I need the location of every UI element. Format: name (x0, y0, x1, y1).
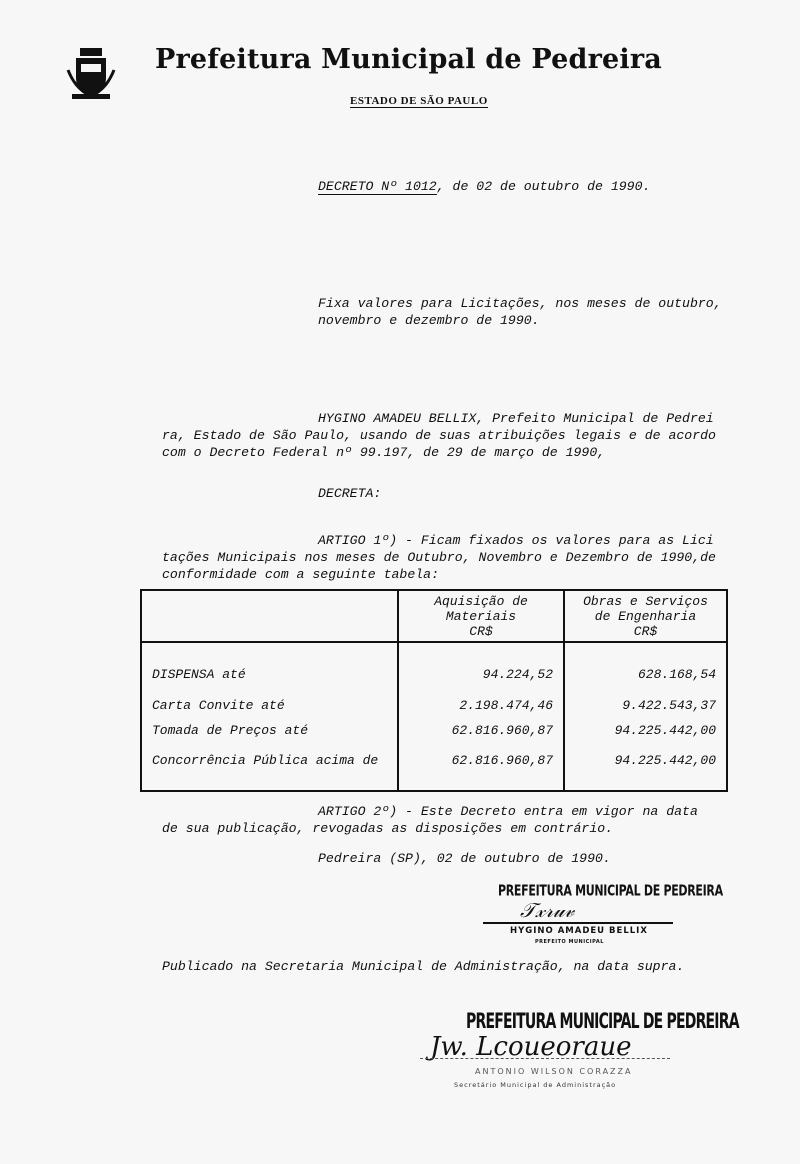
table-header-materiais: Aquisição de Materiais CR$ (398, 590, 564, 642)
row-label: Tomada de Preços até (152, 723, 309, 739)
article-2-line: ARTIGO 2º) - Este Decreto entra em vigor na data (318, 804, 698, 819)
table-row (141, 693, 727, 718)
table-row (141, 718, 727, 743)
preamble-line: com o Decreto Federal nº 99.197, de 29 de março de 1990, (162, 445, 606, 460)
values-table (140, 589, 728, 792)
page-title: Prefeitura Municipal de Pedreira (155, 44, 662, 75)
mayor-role: PREFEITO MUNICIPAL (535, 939, 604, 945)
mayor-signature: 𝒯𝓍𝓇𝓊𝓋 (520, 898, 575, 922)
obras-value: 628.168,54 (564, 642, 727, 693)
preamble-line: ra, Estado de São Paulo, usando de suas atribuições legais e de acordo (162, 428, 716, 443)
decree-date: , de 02 de outubro de 1990. (436, 179, 651, 194)
table-row (141, 642, 727, 693)
table-header-obras: Obras e Serviços de Engenharia CR$ (564, 590, 727, 642)
mayor-name: HYGINO AMADEU BELLIX (510, 926, 648, 936)
table-header-empty (141, 590, 398, 642)
decree-number: DECRETO Nº 1012 (318, 179, 437, 194)
decreta-heading: DECRETA: (318, 486, 382, 501)
materiais-value: 94.224,52 (398, 642, 564, 693)
summary-line: Fixa valores para Licitações, nos meses de outubro, (318, 296, 722, 311)
secretary-role: Secretário Municipal de Administração (454, 1081, 617, 1089)
materiais-value: 62.816.960,87 (398, 718, 564, 743)
secretary-signature: Jw. Lcoueoraue (430, 1032, 632, 1062)
row-label: DISPENSA até (152, 667, 246, 683)
obras-value: 94.225.442,00 (564, 718, 727, 743)
municipal-coat-of-arms-icon (66, 46, 116, 102)
article-1-line: conformidade com a seguinte tabela: (162, 567, 439, 582)
preamble-line: HYGINO AMADEU BELLIX, Prefeito Municipal de Pedrei (318, 411, 714, 426)
row-label: Concorrência Pública acima de (152, 753, 379, 769)
article-2-line: de sua publicação, revogadas as disposições em contrário. (162, 821, 614, 836)
signature-line (483, 922, 673, 924)
place-date: Pedreira (SP), 02 de outubro de 1990. (318, 851, 611, 866)
article-1-line: ARTIGO 1º) - Ficam fixados os valores para as Lici (318, 533, 714, 548)
secretary-stamp: PREFEITURA MUNICIPAL DE PEDREIRA (466, 1010, 739, 1034)
decree-heading (318, 178, 650, 195)
state-subtitle: ESTADO DE SÃO PAULO (350, 95, 488, 107)
signature-line (420, 1058, 670, 1059)
summary-line: novembro e dezembro de 1990. (318, 313, 540, 328)
publication-note: Publicado na Secretaria Municipal de Administração, na data supra. (162, 959, 685, 974)
materiais-value: 2.198.474,46 (398, 693, 564, 718)
table-row (141, 744, 727, 791)
obras-value: 94.225.442,00 (564, 744, 727, 791)
materiais-value: 62.816.960,87 (398, 744, 564, 791)
obras-value: 9.422.543,37 (564, 693, 727, 718)
row-label: Carta Convite até (152, 697, 285, 713)
secretary-name: ANTONIO WILSON CORAZZA (475, 1067, 633, 1076)
mayor-stamp: PREFEITURA MUNICIPAL DE PEDREIRA (498, 881, 723, 900)
article-1-line: tações Municipais nos meses de Outubro, Novembro e Dezembro de 1990,de (162, 550, 716, 565)
